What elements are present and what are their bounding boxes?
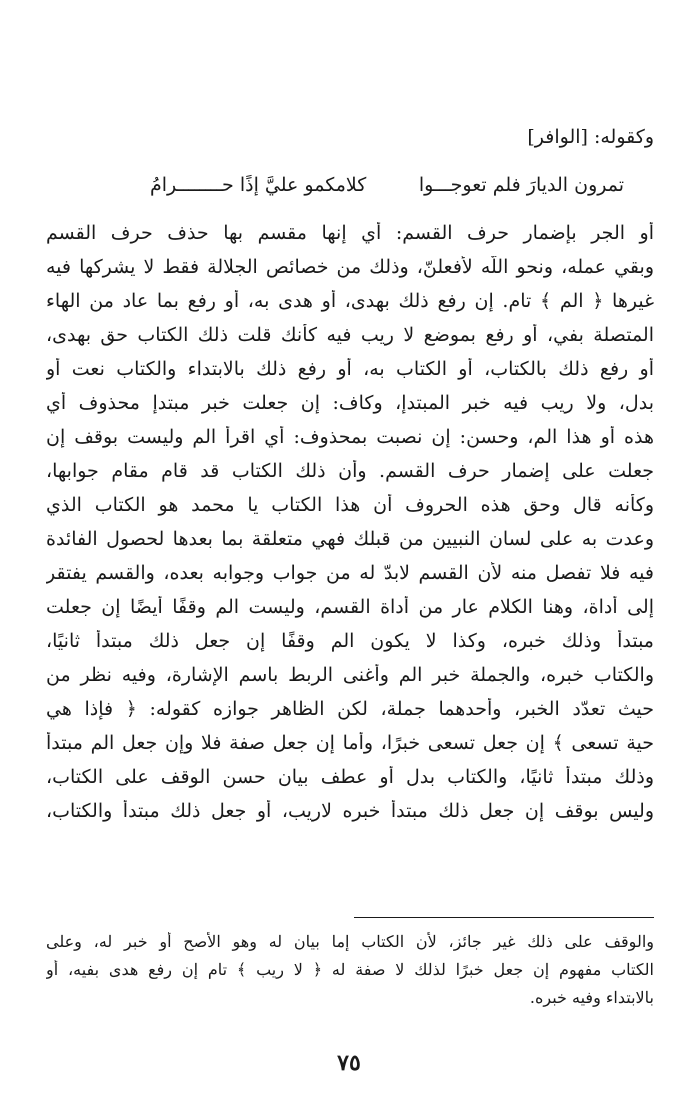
body-line: وكأنه قال وحق هذه الحروف أن هذا الكتاب يا محمد هو الكتاب الذي — [46, 494, 654, 516]
footnote-line: الكتاب مفهوم إن جعل خبرًا لذلك لا صفة له ﴿ لا ريب ﴾ تام إن رفع هدى بفيه، أو — [46, 960, 654, 979]
body-line: وليس بوقف إن جعل ذلك مبتدأ خبره لاريب، أو جعل ذلك مبتدأ والكتاب، — [46, 800, 654, 822]
body-line: وذلك مبتدأ ثانيًا، والكتاب بدل أو عطف بيان حسن الوقف على الكتاب، — [46, 766, 654, 788]
poetry-verse — [150, 174, 624, 196]
body-line: وبقي عمله، ونحو اللّه لأفعلنّ، وذلك من خصائص الجلالة فقط لا يشركها فيه — [46, 256, 654, 278]
body-line: المتصلة بفي، أو رفع بموضع لا ريب فيه كأنك قلت ذلك الكتاب حق بهدى، — [46, 324, 654, 346]
body-line: حية تسعى ﴾ إن جعل تسعى خبرًا، وأما إن جعل صفة فلا وإن جعل الم مبتدأ — [46, 732, 654, 754]
body-line: مبتدأ وذلك خبره، وكذا لا يكون الم وقفًا إن جعل ذلك مبتدأ ثانيًا، — [46, 630, 654, 652]
body-line: جعلت على إضمار حرف القسم. وأن ذلك الكتاب قد قام مقام جوابها، — [46, 460, 654, 482]
footnote-line: والوقف على ذلك غير جائز، لأن الكتاب إما بيان له وهو الأصح أو خبر له، وعلى — [46, 932, 654, 951]
footnote-line: بالابتداء وفيه خبره. — [529, 988, 654, 1007]
body-line: إلى أداة، وهنا الكلام عار من أداة القسم، وليست الم وقفًا أيضًا إن جعلت — [46, 596, 654, 618]
body-line: أو رفع ذلك بالكتاب، أو الكتاب به، أو رفع ذلك بالابتداء والكتاب نعت أو — [46, 358, 654, 380]
body-line: بدل، ولا ريب فيه خبر المبتدإ، وكاف: إن جعلت خبر مبتدإ محذوف أي — [46, 392, 654, 414]
body-line: حيث تعدّد الخبر، وأحدهما جملة، لكن الظاهر جوازه كقوله: ﴿ فإذا هي — [46, 698, 654, 720]
body-line: فيه فلا تفصل منه لأن القسم لابدّ له من جواب وجوابه بعده، والقسم يفتقر — [46, 562, 654, 584]
body-line: وعدت به على لسان النبيين من قبلك فهي متعلقة بما بعدها لحصول الفائدة — [46, 528, 654, 550]
body-line: غيرها ﴿ الم ﴾ تام. إن رفع ذلك بهدى، أو هدى به، أو رفع بما عاد من الهاء — [46, 290, 654, 312]
verse-second-hemistich: كلامكمو عليَّ إذًا حــــــــرامُ — [150, 174, 367, 196]
body-line: أو الجر بإضمار حرف القسم: أي إنها مقسم بها حذف حرف القسم — [46, 222, 654, 244]
verse-first-hemistich: تمرون الديارَ فلم تعوجـــوا — [418, 174, 624, 196]
section-heading: وكقوله: [الوافر] — [527, 126, 654, 148]
page-number: ٧٥ — [337, 1050, 361, 1076]
body-line: والكتاب خبره، والجملة خبر الم وأغنى الربط باسم الإشارة، وفيه نظر من — [46, 664, 654, 686]
body-line: هذه أو هذا الم، وحسن: إن نصبت بمحذوف: أي اقرأ الم وليست بوقف إن — [46, 426, 654, 448]
footnote-separator — [354, 917, 654, 918]
